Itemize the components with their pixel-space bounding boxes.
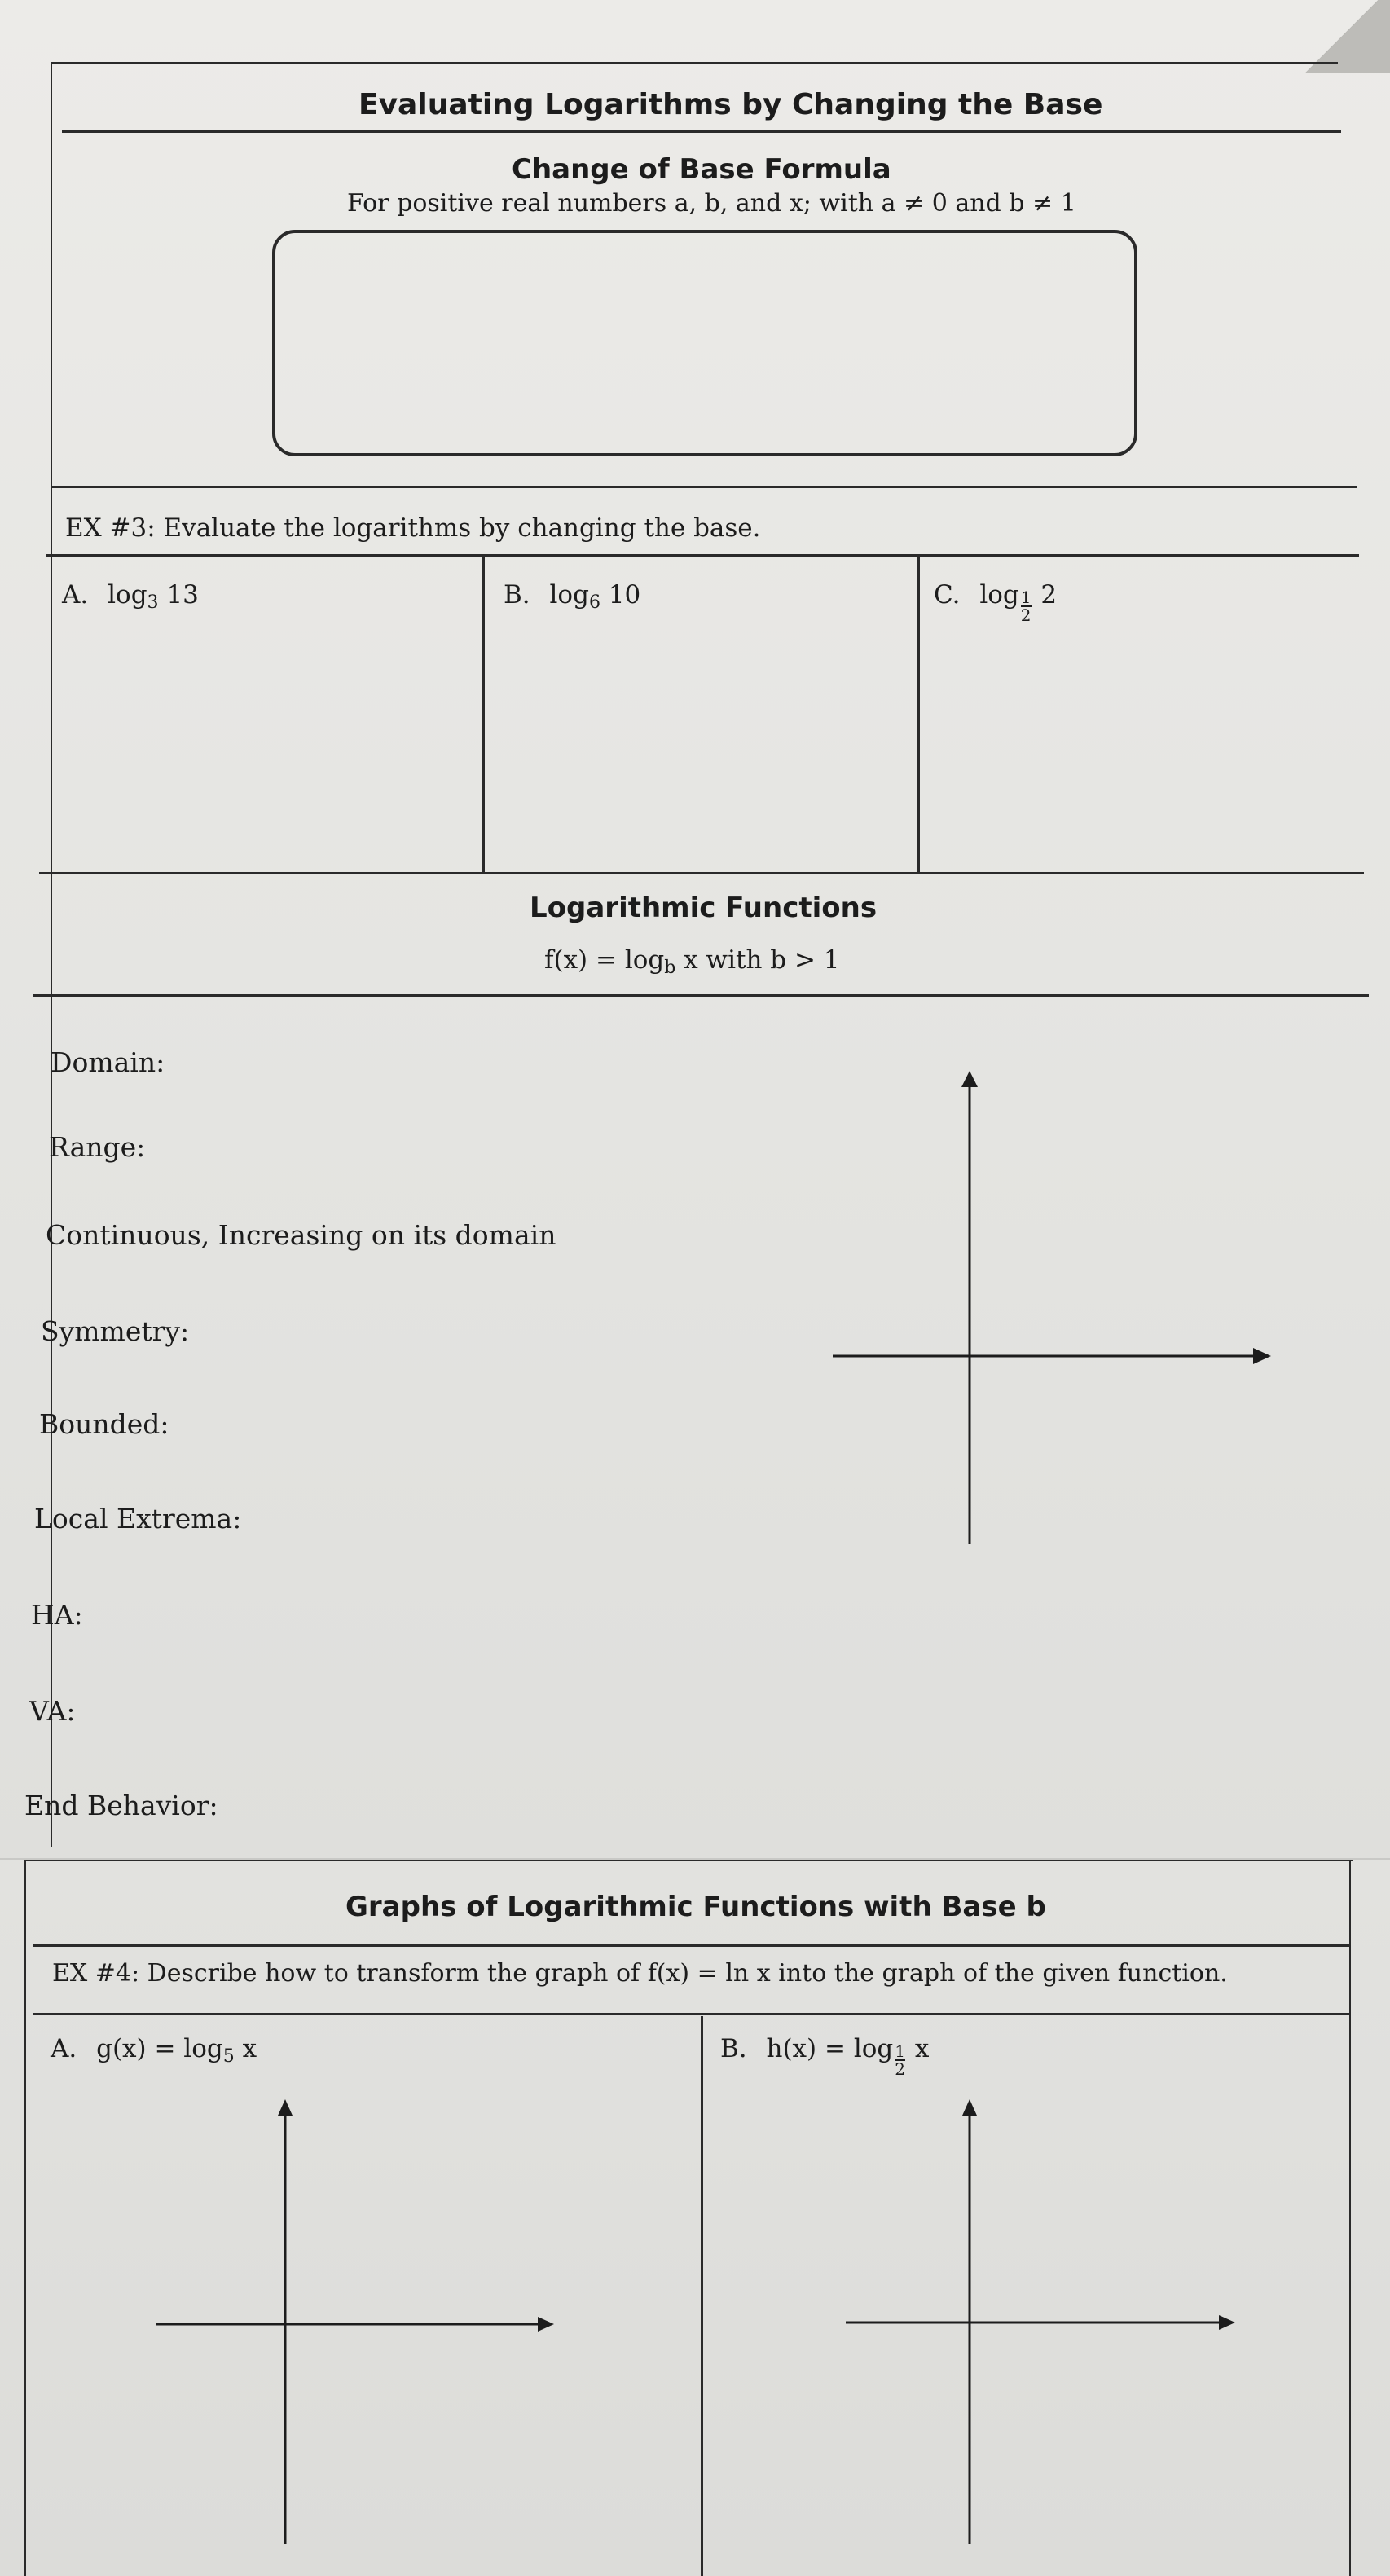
log-arg: 10 — [608, 580, 641, 610]
part-letter: B. — [720, 2034, 747, 2063]
property-bounded: Bounded: — [39, 1408, 169, 1440]
ex4-axes[interactable] — [0, 1860, 1390, 2576]
property-local-extrema: Local Extrema: — [34, 1503, 242, 1535]
log-arg: 2 — [1040, 580, 1058, 610]
property-range: Range: — [49, 1131, 146, 1163]
log-base: 6 — [588, 592, 600, 613]
base-denominator: 2 — [1020, 605, 1032, 625]
part-letter: A. — [51, 2034, 77, 2063]
part-letter: A. — [62, 580, 89, 610]
formula-title: Change of Base Formula — [512, 153, 891, 186]
function-arg: x — [234, 2034, 257, 2063]
part-letter: C. — [934, 580, 961, 610]
graph-b-x-arrow — [1219, 2315, 1235, 2330]
page-title: Evaluating Logarithms by Changing the Base — [358, 88, 1103, 121]
part-letter: B. — [504, 580, 530, 610]
graph-a-x-arrow — [538, 2317, 554, 2332]
log-func: log — [108, 580, 147, 610]
property-domain: Domain: — [51, 1046, 165, 1078]
log-functions-title: Logarithmic Functions — [530, 892, 878, 924]
function-lhs: h(x) = log — [766, 2034, 894, 2063]
log-base: 3 — [147, 592, 159, 613]
function-arg: x — [906, 2034, 930, 2063]
graph-b-y-arrow — [962, 2099, 977, 2116]
y-axis-arrow — [961, 1071, 978, 1087]
log-arg: 13 — [166, 580, 199, 610]
function-base: 5 — [222, 2046, 235, 2067]
property-continuous: Continuous, Increasing on its domain — [46, 1219, 556, 1251]
ex4-prompt: EX #4: Describe how to transform the graph of f(x) = ln x into the graph of the given function. — [52, 1959, 1228, 1988]
x-axis-arrow — [1253, 1348, 1271, 1364]
base-numerator: 1 — [1020, 588, 1032, 607]
base-numerator: 1 — [895, 2041, 905, 2061]
log-func: log — [549, 580, 589, 610]
function-lhs: g(x) = log — [96, 2034, 223, 2063]
definition-base: b — [664, 958, 676, 978]
ex3-prompt: EX #3: Evaluate the logarithms by changing the base. — [65, 513, 761, 543]
property-va: VA: — [29, 1695, 76, 1727]
definition-text: f(x) = log — [544, 945, 665, 975]
formula-condition: For positive real numbers a, b, and x; with a ≠ 0 and b ≠ 1 — [347, 189, 1076, 218]
property-end-behavior: End Behavior: — [24, 1790, 218, 1821]
worksheet-page-2 — [0, 1860, 1390, 2576]
base-denominator: 2 — [895, 2059, 905, 2079]
graph-a-y-arrow — [278, 2099, 293, 2116]
graphs-section-title: Graphs of Logarithmic Functions with Base b — [345, 1891, 1046, 1923]
property-symmetry: Symmetry: — [41, 1315, 190, 1347]
property-ha: HA: — [31, 1599, 83, 1631]
log-func: log — [979, 580, 1019, 610]
definition-rest: x with b > 1 — [675, 945, 840, 975]
